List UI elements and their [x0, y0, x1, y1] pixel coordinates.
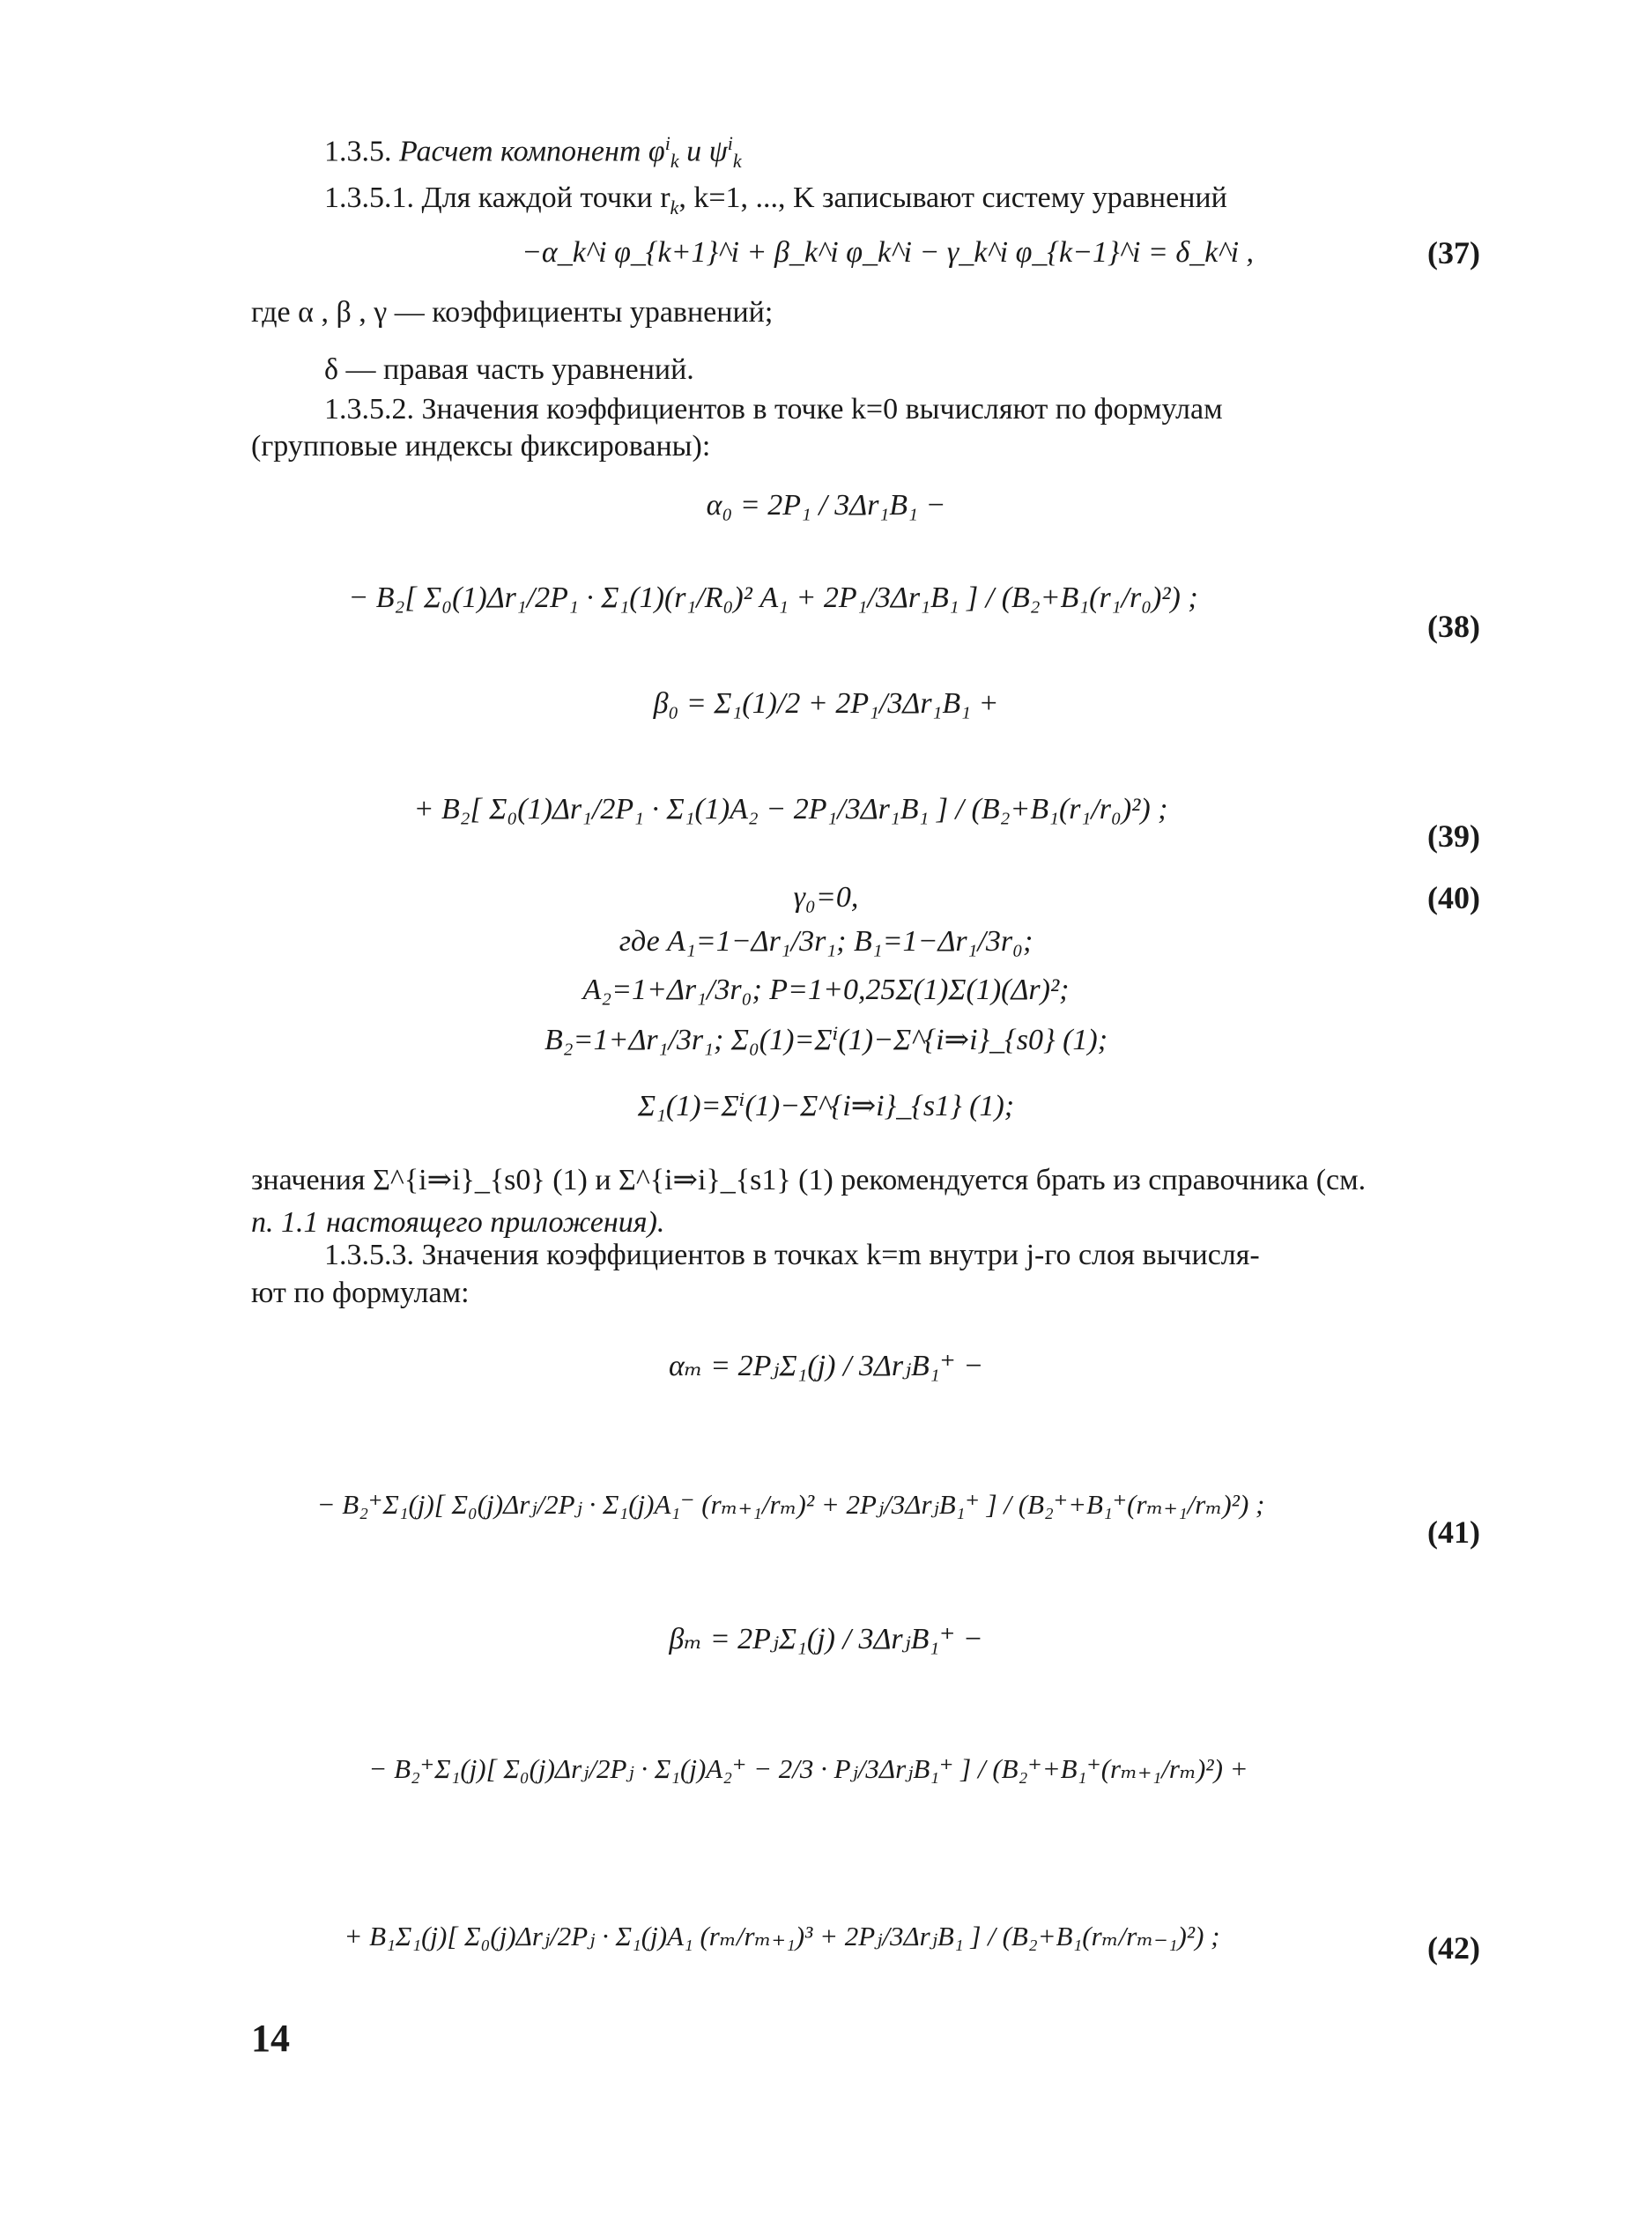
equation-text: Σ₁(1)=Σⁱ(1)−Σ^{i⇒i}_{s1} (1); — [637, 1090, 1015, 1122]
paragraph-text-cont: , k=1, ..., K записывают систему уравнений — [678, 181, 1227, 214]
equation-38-line-1 — [0, 489, 1652, 522]
where-line-1 — [251, 295, 773, 330]
equation-number-42: (42) — [1427, 1930, 1480, 1966]
paragraph-1-3-5-1 — [324, 181, 1227, 218]
equation-text: β₀ = Σ₁(1)/2 + 2P₁/3Δr₁B₁ + — [653, 687, 999, 720]
equation-text: βₘ = 2PⱼΣ₁(j) / 3ΔrⱼB₁⁺ − — [669, 1623, 983, 1655]
equation-38-line-2 — [0, 581, 1599, 615]
equation-text: α₀ = 2P₁ / 3Δr₁B₁ − — [706, 489, 946, 522]
equation-text: B₂=1+Δr₁/3r₁; Σ₀(1)=Σⁱ(1)−Σ^{i⇒i}_{s0} (1); — [544, 1024, 1108, 1056]
section-heading-1-3-5 — [324, 132, 742, 172]
equation-39-line-2 — [0, 793, 1617, 826]
paragraph-1-3-5-2-cont: (групповые индексы фиксированы): — [251, 430, 711, 463]
subscript: k — [732, 150, 742, 173]
section-title: Расчет компонент φ — [399, 135, 665, 168]
paragraph-1-3-5-3-cont: ют по формулам: — [251, 1277, 470, 1309]
note-line-2: п. 1.1 настоящего приложения). — [251, 1206, 665, 1239]
where-block-line-b — [0, 974, 1652, 1007]
equation-text: где A₁=1−Δr₁/3r₁; B₁=1−Δr₁/3r₀; — [619, 925, 1033, 958]
section-number: 1.3.5. — [324, 135, 392, 168]
paragraph-1-3-5-3: 1.3.5.3. Значения коэффициентов в точках k=m внутри j-го слоя вычисля- — [324, 1239, 1260, 1271]
equation-41-line-1 — [0, 1348, 1652, 1383]
where-text-cont: , β , γ — коэффициенты уравнений; — [313, 296, 774, 329]
equation-42-line-1 — [0, 1621, 1652, 1656]
equation-39-line-1 — [0, 687, 1652, 721]
equation-number-37: (37) — [1427, 235, 1480, 270]
equation-text: − B₂⁺Σ₁(j)[ Σ₀(j)Δrⱼ/2Pⱼ · Σ₁(j)A₁⁻ (rₘ₊₁/rₘ)² + 2Pⱼ/3ΔrⱼB₁⁺ ] / (B₂⁺+B₁⁺(rₘ₊₁/rₘ)²) ; — [316, 1489, 1265, 1520]
equation-number-40: (40) — [1427, 880, 1480, 915]
equation-text: γ₀=0, — [793, 881, 859, 914]
equation-number-41: (41) — [1427, 1514, 1480, 1550]
equation-number-39: (39) — [1427, 818, 1480, 854]
equation-number-38: (38) — [1427, 609, 1480, 644]
equation-41-line-2 — [0, 1489, 1617, 1521]
equation-37 — [62, 236, 1652, 270]
note-line-1: значения Σ^{i⇒i}_{s0} (1) и Σ^{i⇒i}_{s1} (1) рекомендуется брать из справочника (см. — [251, 1164, 1367, 1196]
superscript: i — [664, 132, 670, 154]
where-block-line-d — [0, 1088, 1652, 1123]
equation-text: − B₂[ Σ₀(1)Δr₁/2P₁ · Σ₁(1)(r₁/R₀)² A₁ + 2P₁/3Δr₁B₁ ] / (B₂+B₁(r₁/r₀)²) ; — [348, 581, 1198, 614]
where-block-line-c — [0, 1022, 1652, 1057]
equation-text: + B₂[ Σ₀(1)Δr₁/2P₁ · Σ₁(1)A₂ − 2P₁/3Δr₁B₁ ] / (B₂+B₁(r₁/r₀)²) ; — [413, 793, 1168, 826]
where-text: где α — [251, 296, 314, 329]
equation-42-line-2 — [0, 1753, 1634, 1785]
page-number: 14 — [251, 2017, 290, 2060]
equation-42-line-3 — [0, 1921, 1608, 1952]
equation-text: −α_k^i φ_{k+1}^i + β_k^i φ_k^i − γ_k^i φ_{k−1}^i = δ_k^i , — [521, 236, 1255, 269]
where-line-2: δ — правая часть уравнений. — [324, 353, 694, 386]
paragraph-1-3-5-2: 1.3.5.2. Значения коэффициентов в точке k=0 вычисляют по формулам — [324, 393, 1223, 426]
equation-40 — [0, 881, 1652, 915]
equation-text: αₘ = 2PⱼΣ₁(j) / 3ΔrⱼB₁⁺ − — [668, 1350, 984, 1382]
equation-text: − B₂⁺Σ₁(j)[ Σ₀(j)Δrⱼ/2Pⱼ · Σ₁(j)A₂⁺ − 2/3 · Pⱼ/3ΔrⱼB₁⁺ ] / (B₂⁺+B₁⁺(rₘ₊₁/rₘ)²) + — [368, 1753, 1248, 1784]
equation-text: A₂=1+Δr₁/3r₀; P=1+0,25Σ(1)Σ(1)(Δr)²; — [582, 974, 1070, 1006]
subscript: k — [670, 150, 679, 173]
equation-text: + B₁Σ₁(j)[ Σ₀(j)Δrⱼ/2Pⱼ · Σ₁(j)A₁ (rₘ/rₘ₊₁)³ + 2Pⱼ/3ΔrⱼB₁ ] / (B₂+B₁(rₘ/rₘ₋₁)²) ; — [344, 1921, 1220, 1951]
where-block-line-a — [0, 925, 1652, 959]
section-title-cont: и ψ — [686, 135, 728, 168]
paragraph-text: 1.3.5.1. Для каждой точки r — [324, 181, 670, 214]
superscript: i — [727, 132, 733, 154]
subscript: k — [670, 196, 679, 218]
